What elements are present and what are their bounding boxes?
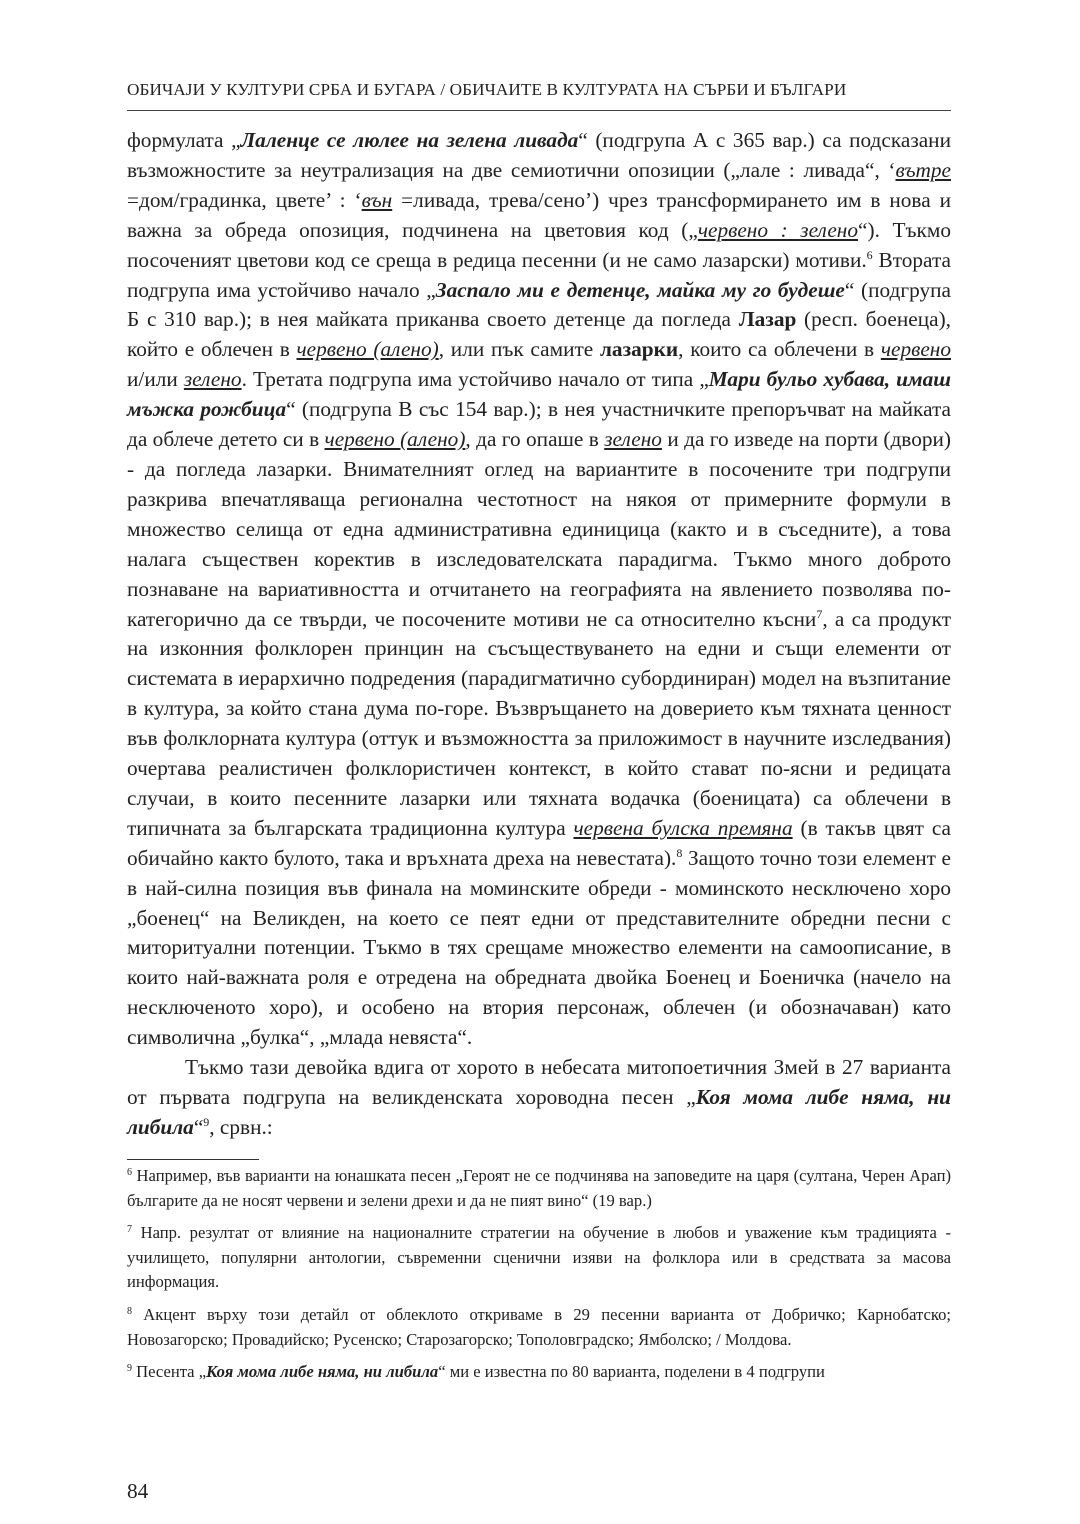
term-cherveno-aleno: червено (алено) bbox=[296, 337, 439, 362]
footnote-text: “ ми е известна по 80 варианта, поделени в 4 подгрупи bbox=[438, 1362, 825, 1382]
text-run: “ (подгрупа А с 365 вар.) са подсказани възможностите за неутрализация на две семиотични опозиции („лале : ливада“, ‘ bbox=[127, 128, 951, 182]
text-run: Тъкмо тази девойка вдига от хорото в небесата митопоетичния Змей в 27 варианта от първата подгрупа на великденската хороводна песен „ bbox=[127, 1055, 951, 1109]
text-run: , или пък самите bbox=[438, 337, 600, 362]
footnote-text: Песента „ bbox=[132, 1362, 207, 1382]
text-run: “ bbox=[193, 1114, 204, 1139]
text-run: и/или bbox=[127, 367, 184, 392]
term-vatre: вътре bbox=[895, 157, 951, 182]
text-run: , а са продукт на изконния фолклорен принцин на съсъществуването на едни и същи елементи от системата в иерархично подредения (парадигматично субординиран) модел на възпитание в култура, за който стана дума по-горе. Възвръщането на доверието към тяхната ценност във фолклорната култура (оттук и възможността за приложимост в научните изследвания) очертава реалистичен фолклористичен контекст, в който стават по-ясни и редицата случаи, в които песенните лазарки или тяхната водачка (боеницата) са облечени в типичната за българската традиционна култура bbox=[127, 606, 952, 840]
footnote-song-title: Коя мома либе няма, ни либила bbox=[206, 1362, 439, 1382]
body-text bbox=[127, 126, 951, 1143]
paragraph-1 bbox=[127, 126, 951, 1053]
text-run: Втората подгрупа има устойчиво начало „ bbox=[127, 247, 951, 302]
text-run: , да го опаше в bbox=[465, 427, 605, 452]
footnotes bbox=[127, 1164, 951, 1393]
text-run: формулата „ bbox=[127, 128, 241, 152]
footnote-ref-9[interactable]: 9 bbox=[203, 1114, 210, 1129]
text-run: . Третата подгрупа има устойчиво начало от типа „ bbox=[241, 367, 709, 392]
footnote-text: Например, във варианти на юнашката песен „Героят не се подчинява на заповедите на царя (султана, Черен Арап) българите да не носят червени и зелени дрехи и да не пият вино“ (19 вар.) bbox=[127, 1166, 951, 1210]
footnote-number: 9 bbox=[127, 1363, 132, 1375]
term-lazarki: лазарки bbox=[599, 337, 679, 362]
text-run: =ливада, трева/сено’) чрез трансформирането им в нова и важна за обреда опозиция, подчинена на цветовия код („ bbox=[127, 187, 951, 242]
footnote-ref-7[interactable]: 7 bbox=[816, 606, 823, 621]
term-chervena-bulska-premyana: червена булска премяна bbox=[573, 815, 793, 840]
footnote-9 bbox=[127, 1360, 951, 1385]
text-run: (в такъв цвят са обичайно както булото, така и връхната дреха на невестата). bbox=[127, 815, 951, 870]
term-van: вън bbox=[361, 187, 393, 212]
footnote-ref-8[interactable]: 8 bbox=[676, 845, 683, 860]
paragraph-2 bbox=[127, 1053, 951, 1143]
footnote-8 bbox=[127, 1303, 951, 1352]
text-run: , срвн.: bbox=[209, 1114, 273, 1139]
term-zeleno-2: зелено bbox=[604, 427, 662, 452]
footnote-number: 6 bbox=[127, 1167, 132, 1178]
text-run: “ (подгрупа В със 154 вар.); в нея участничките препоръчват на майката да облече детето си в bbox=[127, 397, 951, 452]
text-run: и да го изведе на порти (двори) - да погледа лазарки. Внимателният оглед на вариантите в посочените три подгрупи разкрива впечатляваща регионална честотност на някоя от примерните формули в множество селища от една административна единицица (както и в съседните), а това налага съществен коректив в изследователската парадигма. Тъкмо много доброто познаване на вариативността и отчитането на географията на явлението позволява по-категорично да се твърди, че посочените мотиви не са относително късни bbox=[127, 427, 951, 631]
footnote-text: Акцент върху този детайл от облеклото откриваме в 29 песенни варианта от Добричко; Карнобатско; Новозагорско; Провадийско; Русенско; Старозагорско; Тополовградско; Ямболско; / Молдова. bbox=[127, 1304, 951, 1349]
term-cherveno-aleno-2: червено (алено) bbox=[324, 427, 466, 452]
term-cherveno-zeleno: червено : зелено bbox=[697, 217, 859, 242]
running-header: ОБИЧАЈИ У КУЛТУРИ СРБА И БУГАРА / ОБИЧАИТЕ В КУЛТУРАТА НА СЪРБИ И БЪЛГАРИ bbox=[127, 80, 847, 99]
footnote-ref-6[interactable]: 6 bbox=[866, 247, 873, 262]
text-run: , които са облечени в bbox=[678, 337, 881, 362]
text-run: “). Тъкмо посоченият цветови код се среща в редица песенни (и не само лазарски) мотиви. bbox=[127, 217, 951, 272]
text-run: Защото точно този елемент е в най-силна позиция във финала на моминските обреди - моминското несключено хоро „боенец“ на Великден, на което се пеят едни от представителните обредни песни с миторитуални потенции. Тъкмо в тях срещаме множество елементи на самоописание, в които най-важната роля е отредена на обредната двойка Боенец и Боеничка (начело на несключеното хоро), и особено на втория персонаж, облечен (и обозначаван) като символична „булка“, „млада невяста“. bbox=[127, 845, 951, 1050]
footnote-7 bbox=[127, 1221, 951, 1295]
song-title-lalentse: Лаленце се люлее на зелена ливада bbox=[240, 128, 579, 152]
term-cherveno: червено bbox=[880, 337, 951, 362]
footnote-rule bbox=[127, 1159, 259, 1160]
footnote-text: Напр. резултат от влияние на националните стратегии на обучение в любов и уважение към традицията - училището, популярни антологии, съвременни сценични изяви на фолклора или в средствата за масова информация. bbox=[127, 1223, 951, 1292]
song-title-zaspalo: Заспало ми е детенце, майка му го будеше bbox=[435, 277, 845, 302]
song-title-koya-moma: Коя мома либе няма, ни либила bbox=[127, 1085, 951, 1139]
footnote-number: 8 bbox=[127, 1305, 132, 1317]
term-lazar: Лазар bbox=[738, 307, 797, 332]
term-zeleno: зелено bbox=[183, 367, 242, 392]
song-title-mari-bulyo: Мари бульо хубава, имаш мъжка рожбица bbox=[127, 367, 951, 422]
text-run: (респ. боенеца), който е облечен в bbox=[127, 307, 951, 362]
footnote-number: 7 bbox=[127, 1224, 132, 1236]
footnote-6 bbox=[127, 1164, 951, 1213]
header-rule bbox=[127, 110, 951, 111]
text-run: =дом/градинка, цвете’ : ‘ bbox=[127, 187, 362, 212]
text-run: “ (подгрупа Б с 310 вар.); в нея майката приканва своето детенце да погледа bbox=[127, 277, 951, 332]
page-number: 84 bbox=[127, 1479, 149, 1503]
